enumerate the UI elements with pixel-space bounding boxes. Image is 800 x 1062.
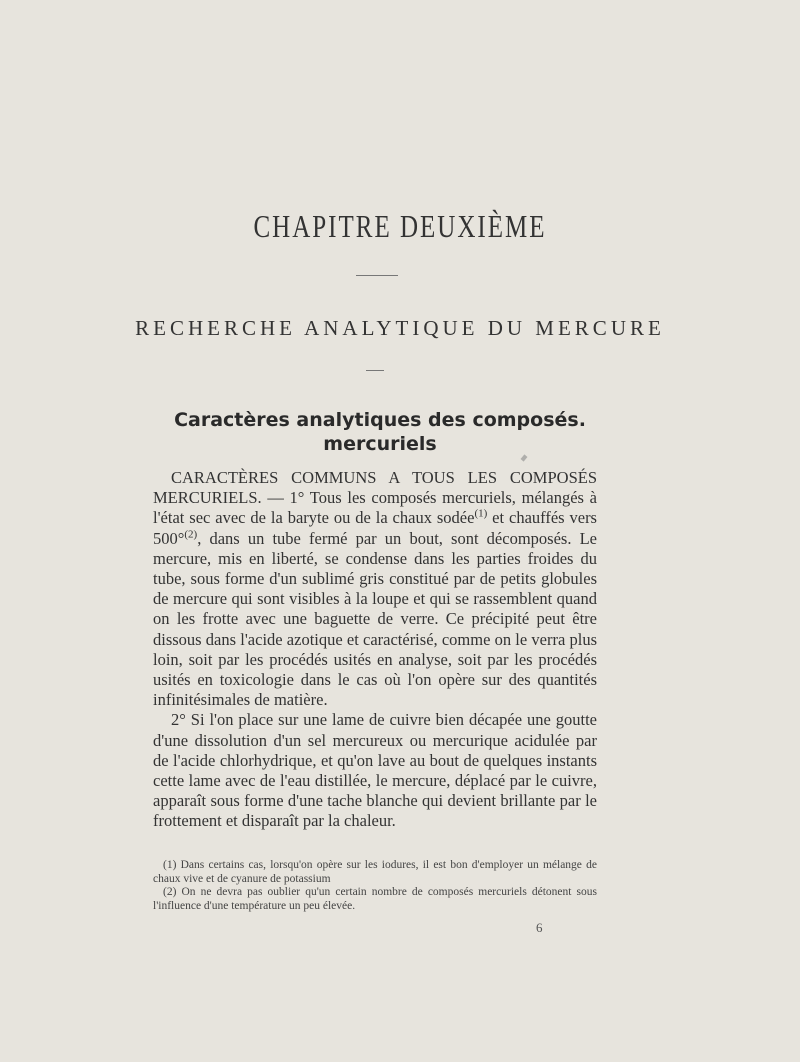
footnote-ref-1: (1) (474, 507, 488, 520)
heading-rule (356, 275, 398, 276)
title-rule (366, 370, 384, 371)
paragraph-1-part-c: , dans un tube fermé par un bout, sont décomposés. Le mercure, mis en liberté, se condense dans les parties froides du tube, sous forme d'un sublimé gris constitué par de petits globules de mercure qui sont visibles à la loupe et qui se rassemblent quand on les frotte avec une baguette de verre. Ce précipité peut être dissous dans l'acide azotique et caractérisé, comme on le verra plus loin, soit par les procédés usités en analyse, soit par les procédés usités en toxicologie dans le cas où l'on opère sur des quantités infinitésimales de matière. (153, 528, 597, 710)
body-text (153, 468, 597, 832)
footnote-1: (1) Dans certains cas, lorsqu'on opère sur les iodures, il est bon d'employer un mélange de chaux vive et de cyanure de potassium (153, 859, 597, 885)
footnote-2: (2) On ne devra pas oublier qu'un certain nombre de composés mercuriels détonent sous l'influence d'une température un peu élevée. (153, 886, 597, 912)
paragraph-1-part-a: CARACTÈRES COMMUNS A TOUS LES COMPOSÉS MERCURIELS. — 1° Tous les composés mercuriels, mélangés à l'état sec avec de la baryte ou de la chaux sodée (153, 468, 597, 528)
footnote-ref-2: (2) (184, 528, 198, 541)
paragraph-2: 2° Si l'on place sur une lame de cuivre bien décapée une goutte d'une dissolution d'un sel mercureux ou mercurique acidulée par de l'acide chlorhydrique, et qu'on lave au bout de quelques instants cette lame avec de l'eau distillée, le mercure, déplacé par le cuivre, apparaît sous forme d'une tache blanche qui devient brillante par le frottement et disparaît par la chaleur. (153, 710, 597, 831)
chapter-heading: CHAPITRE DEUXIÈME (253, 210, 547, 245)
part-title: RECHERCHE ANALYTIQUE DU MERCURE (135, 316, 665, 340)
page-folio: 6 (536, 920, 543, 935)
section-title: Caractères analytiques des composés. mercuriels (174, 409, 586, 455)
paragraph-1-part-b: et chauffés vers 500° (153, 508, 597, 548)
paragraph-1 (153, 468, 597, 710)
footnotes (153, 859, 597, 913)
